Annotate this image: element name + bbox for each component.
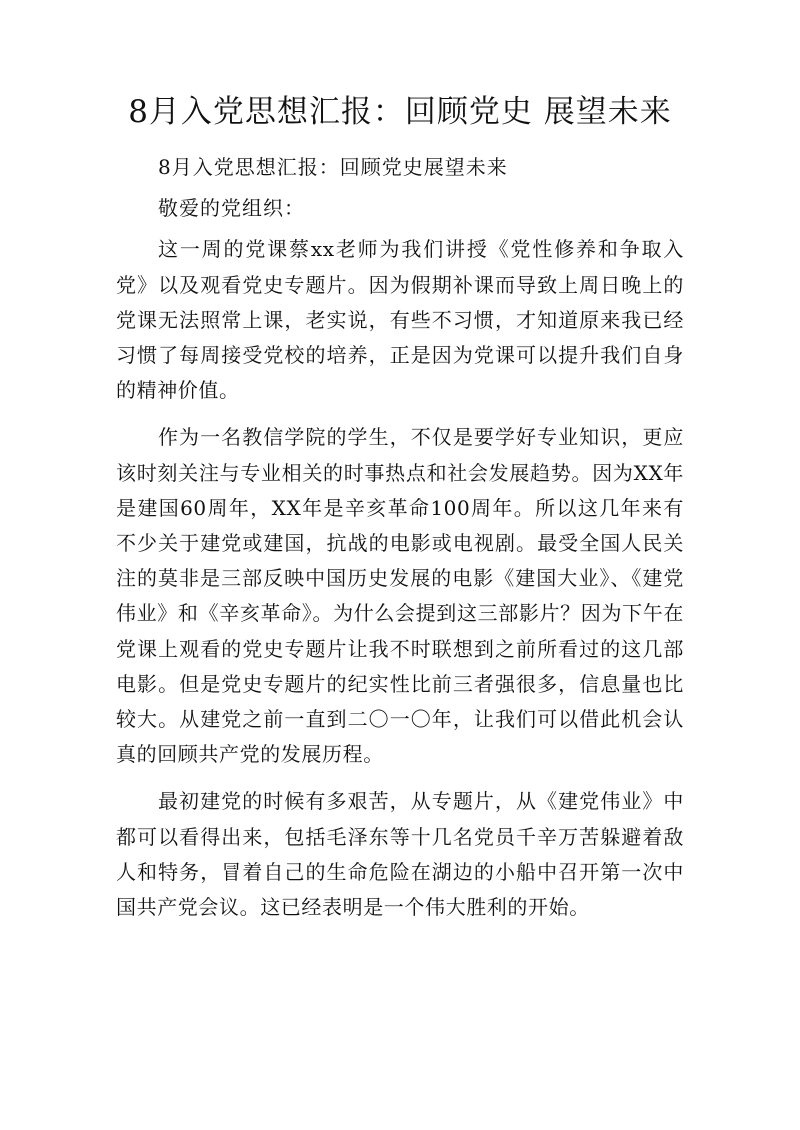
document-title: 8月入党思想汇报：回顾党史 展望未来 <box>128 94 672 130</box>
body-paragraph-1: 这一周的党课蔡xx老师为我们讲授《党性修养和争取入党》以及观看党史专题片。因为假期补课而导致上周日晚上的党课无法照常上课，老实说，有些不习惯，才知道原来我已经习惯了每周接受党校的培养，正是因为党课可以提升我们自身的精神价值。 <box>116 237 684 403</box>
body-paragraph-3: 最初建党的时候有多艰苦，从专题片，从《建党伟业》中都可以看得出来，包括毛泽东等十几名党员千辛万苦躲避着敌人和特务，冒着自己的生命危险在湖边的小船中召开第一次中国共产党会议。这已经表明是一个伟大胜利的开始。 <box>116 789 684 920</box>
body-paragraph-2: 作为一名教信学院的学生，不仅是要学好专业知识，更应该时刻关注与专业相关的时事热点和社会发展趋势。因为XX年是建国60周年，XX年是辛亥革命100周年。所以这几年来有不少关于建党或建国，抗战的电影或电视剧。最受全国人民关注的莫非是三部反映中国历史发展的电影《建国大业》、《建党伟业》和《辛亥革命》。为什么会提到这三部影片？因为下午在党课上观看的党史专题片让我不时联想到之前所看过的这几部电影。但是党史专题片的纪实性比前三者强很多，信息量也比较大。从建党之前一直到二〇一〇年，让我们可以借此机会认真的回顾共产党的发展历程。 <box>116 425 684 767</box>
document-subtitle: 8月入党思想汇报：回顾党史展望未来 <box>158 155 508 179</box>
salutation: 敬爱的党组织： <box>158 196 305 221</box>
